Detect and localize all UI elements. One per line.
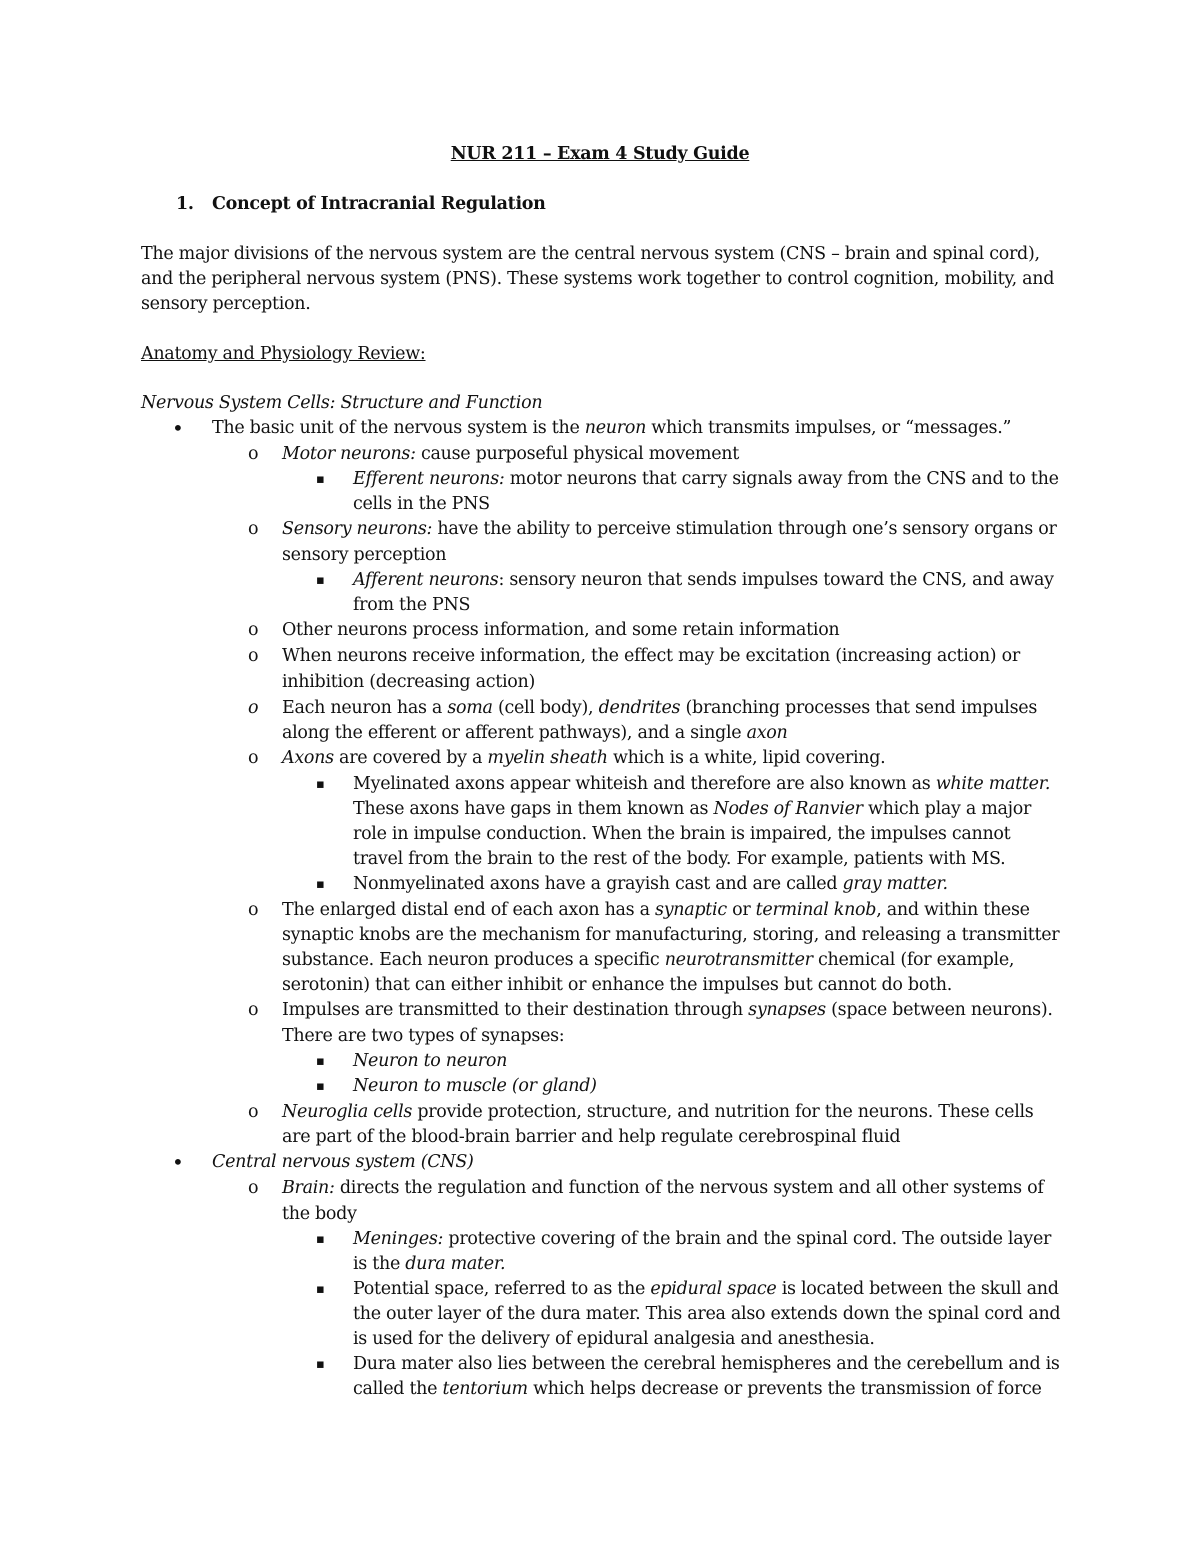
circle-marker: o (248, 1178, 259, 1198)
list-item-continuation: cells in the PNS (353, 494, 490, 514)
intro-line: sensory perception. (141, 294, 311, 314)
list-item-continuation: These axons have gaps in them known as Nodes of Ranvier which play a major (353, 799, 1032, 819)
bullet-marker: • (172, 1150, 184, 1174)
square-marker: ▪ (316, 1357, 325, 1372)
list-item: Each neuron has a soma (cell body), dendrites (branching processes that send impulses (282, 698, 1038, 718)
square-marker: ▪ (316, 573, 325, 588)
list-item-continuation: is used for the delivery of epidural analgesia and anesthesia. (353, 1329, 875, 1349)
list-item: Sensory neurons: have the ability to perceive stimulation through one’s sensory organs or (282, 519, 1057, 539)
circle-marker: o (248, 444, 259, 464)
square-marker: ▪ (316, 472, 325, 487)
subheading: Anatomy and Physiology Review: (141, 344, 426, 364)
list-item: Neuron to muscle (or gland) (353, 1076, 597, 1096)
list-item: Other neurons process information, and some retain information (282, 620, 840, 640)
list-item-continuation: synaptic knobs are the mechanism for manufacturing, storing, and releasing a transmitter (282, 925, 1060, 945)
circle-marker: o (248, 519, 259, 539)
list-item: Dura mater also lies between the cerebral hemispheres and the cerebellum and is (353, 1354, 1060, 1374)
square-marker: ▪ (316, 1232, 325, 1247)
page-title: NUR 211 – Exam 4 Study Guide (450, 144, 750, 164)
list-item: Nonmyelinated axons have a grayish cast and are called gray matter. (353, 874, 948, 894)
list-item-continuation: role in impulse conduction. When the brain is impaired, the impulses cannot (353, 824, 1011, 844)
list-item-continuation: the outer layer of the dura mater. This area also extends down the spinal cord and (353, 1304, 1061, 1324)
list-item: Efferent neurons: motor neurons that carry signals away from the CNS and to the (353, 469, 1059, 489)
intro-line: The major divisions of the nervous system are the central nervous system (CNS – brain and spinal cord), (141, 244, 1040, 264)
list-item: Motor neurons: cause purposeful physical movement (282, 444, 739, 464)
list-item-continuation: sensory perception (282, 545, 447, 565)
section-title: Concept of Intracranial Regulation (212, 194, 546, 214)
list-item-continuation: along the efferent or afferent pathways), and a single axon (282, 723, 788, 743)
circle-marker: o (248, 620, 259, 640)
list-item: The basic unit of the nervous system is the neuron which transmits impulses, or “messages.” (212, 418, 1012, 438)
list-item-continuation: called the tentorium which helps decrease or prevents the transmission of force (353, 1379, 1042, 1399)
circle-marker: o (248, 748, 259, 768)
list-item-continuation: substance. Each neuron produces a specific neurotransmitter chemical (for example, (282, 950, 1015, 970)
square-marker: ▪ (316, 1054, 325, 1069)
circle-marker: o (248, 698, 259, 718)
list-item: Axons are covered by a myelin sheath which is a white, lipid covering. (282, 748, 886, 768)
list-item: Neuroglia cells provide protection, structure, and nutrition for the neurons. These cells (282, 1102, 1034, 1122)
list-item: Potential space, referred to as the epidural space is located between the skull and (353, 1279, 1059, 1299)
list-item: Meninges: protective covering of the brain and the spinal cord. The outside layer (353, 1229, 1052, 1249)
circle-marker: o (248, 900, 259, 920)
circle-marker: o (248, 646, 259, 666)
square-marker: ▪ (316, 1282, 325, 1297)
list-item: Central nervous system (CNS) (212, 1152, 474, 1172)
square-marker: ▪ (316, 777, 325, 792)
list-item: Afferent neurons: sensory neuron that sends impulses toward the CNS, and away (353, 570, 1054, 590)
circle-marker: o (248, 1000, 259, 1020)
list-item: Brain: directs the regulation and function of the nervous system and all other systems of (282, 1178, 1044, 1198)
circle-marker: o (248, 1102, 259, 1122)
italic-heading: Nervous System Cells: Structure and Function (141, 393, 543, 413)
list-item: Myelinated axons appear whiteish and therefore are also known as white matter. (353, 774, 1051, 794)
list-item-continuation: There are two types of synapses: (282, 1026, 565, 1046)
list-item-continuation: inhibition (decreasing action) (282, 672, 535, 692)
list-item-continuation: the body (282, 1204, 357, 1224)
list-item: When neurons receive information, the effect may be excitation (increasing action) or (282, 646, 1020, 666)
list-item-continuation: from the PNS (353, 595, 471, 615)
square-marker: ▪ (316, 877, 325, 892)
list-item: The enlarged distal end of each axon has a synaptic or terminal knob, and within these (282, 900, 1030, 920)
section-number: 1. (176, 194, 194, 214)
list-item-continuation: is the dura mater. (353, 1254, 506, 1274)
list-item-continuation: travel from the brain to the rest of the body. For example, patients with MS. (353, 849, 1006, 869)
square-marker: ▪ (316, 1079, 325, 1094)
list-item-continuation: are part of the blood-brain barrier and help regulate cerebrospinal fluid (282, 1127, 901, 1147)
list-item-continuation: serotonin) that can either inhibit or enhance the impulses but cannot do both. (282, 975, 953, 995)
bullet-marker: • (172, 416, 184, 440)
list-item: Impulses are transmitted to their destination through synapses (space between neurons). (282, 1000, 1053, 1020)
intro-line: and the peripheral nervous system (PNS). These systems work together to control cognition, mobility, and (141, 269, 1055, 289)
list-item: Neuron to neuron (353, 1051, 508, 1071)
